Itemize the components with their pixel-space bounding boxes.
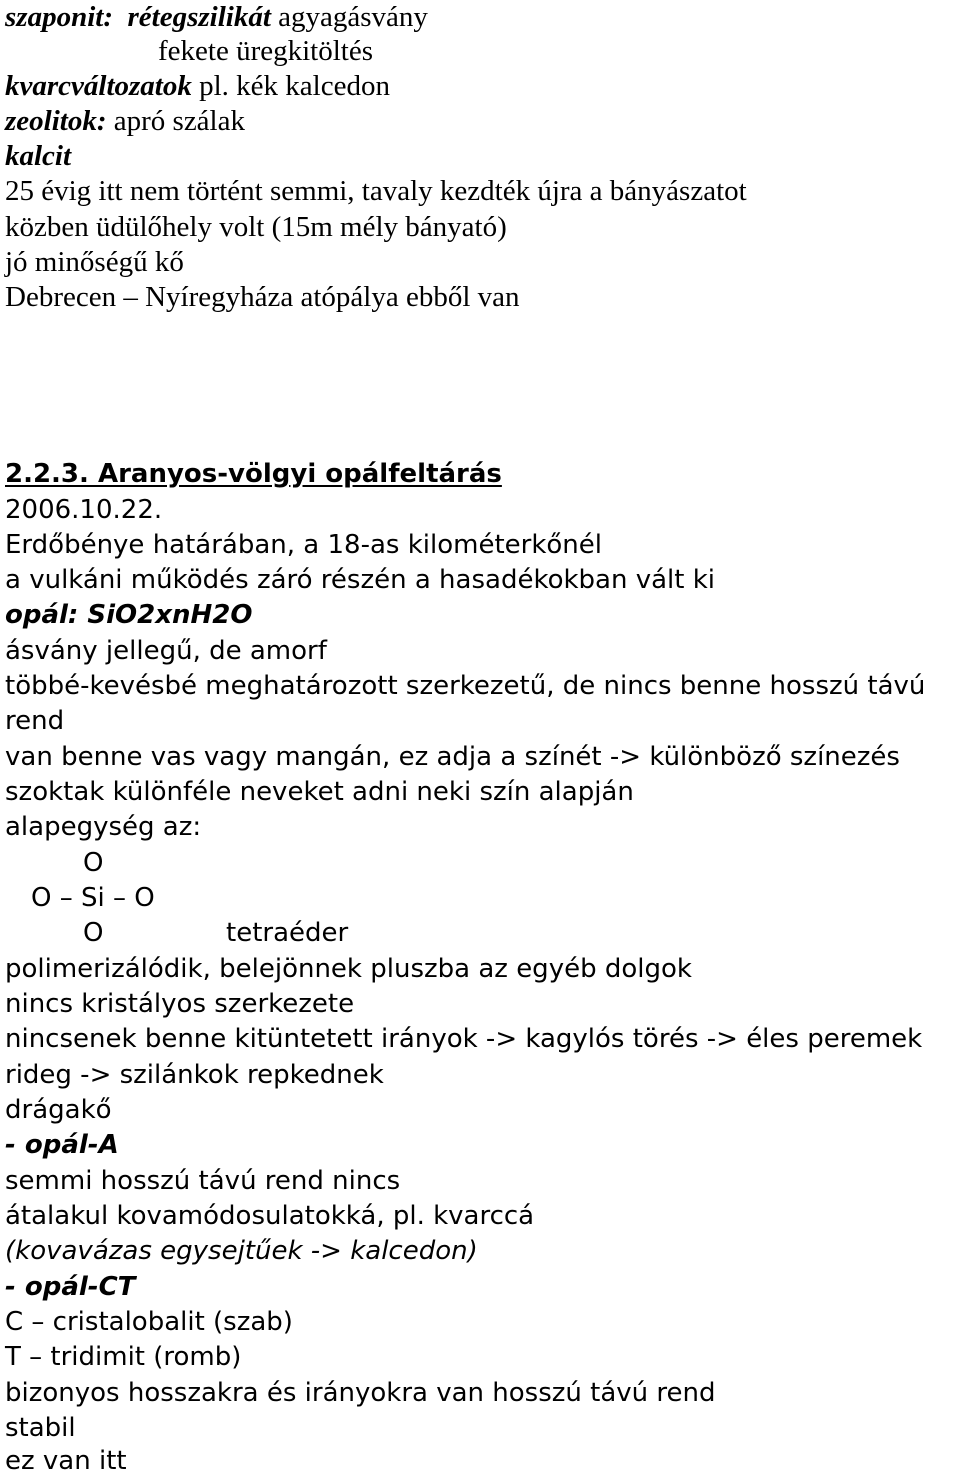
szaponit-label: szaponit: [5, 1, 113, 33]
opal-ct-heading: - opál-CT [5, 1272, 136, 1302]
text-line: nincs kristályos szerkezete [5, 989, 355, 1019]
zeolit-rest: apró szálak [106, 105, 245, 137]
zeolit-line [5, 104, 245, 138]
text-line: többé-kevésbé meghatározott szerkezetű, de nincs benne hosszú távú [5, 671, 926, 701]
text-line: szoktak különféle neveket adni neki szín alapján [5, 777, 634, 807]
text-line: Erdőbénye határában, a 18-as kilométerkőnél [5, 530, 602, 560]
text-line: átalakul kovamódosulatokká, pl. kvarccá [5, 1201, 535, 1231]
text-line: T – tridimit (romb) [5, 1342, 242, 1372]
szaponit-rest: agyagásvány [270, 1, 428, 33]
kvarc-label: kvarcváltozatok [5, 70, 192, 102]
kovavazas-line: (kovavázas egysejtűek -> kalcedon) [5, 1236, 478, 1266]
text-line: rend [5, 706, 65, 736]
section-heading: 2.2.3. Aranyos-völgyi opálfeltárás [5, 459, 502, 489]
oxygen-top: O [83, 848, 104, 878]
kvarc-rest: pl. kék kalcedon [191, 70, 390, 102]
text-line: ásvány jellegű, de amorf [5, 636, 327, 666]
oxygen-bottom: O [83, 918, 104, 948]
text-line: stabil [5, 1413, 76, 1443]
line-jo: jó minőségű kő [5, 246, 184, 278]
line-debrecen: Debrecen – Nyíregyháza atópálya ebből van [5, 281, 520, 313]
opal-formula: opál: SiO2xnH2O [5, 600, 253, 630]
szaponit-line [5, 0, 428, 34]
text-line: ez van itt [5, 1446, 127, 1476]
text-line: drágakő [5, 1095, 112, 1125]
text-line: rideg -> szilánkok repkednek [5, 1060, 384, 1090]
text-line: C – cristalobalit (szab) [5, 1307, 293, 1337]
line-kozben: közben üdülőhely volt (15m mély bányató) [5, 211, 507, 243]
text-line: bizonyos hosszakra és irányokra van hosszú távú rend [5, 1378, 716, 1408]
line-25: 25 évig itt nem történt semmi, tavaly kezdték újra a bányászatot [5, 175, 747, 207]
section-date: 2006.10.22. [5, 495, 163, 525]
text-line: a vulkáni működés záró részén a hasadékokban vált ki [5, 565, 715, 595]
text-line: semmi hosszú távú rend nincs [5, 1166, 401, 1196]
szaponit-italic: rétegszilikát [127, 1, 271, 33]
text-line: nincsenek benne kitüntetett irányok -> kagylós törés -> éles peremek [5, 1024, 923, 1054]
text-line: polimerizálódik, belejönnek pluszba az egyéb dolgok [5, 954, 692, 984]
fekete-line: fekete üregkitöltés [158, 35, 373, 67]
opal-a-heading: - opál-A [5, 1130, 119, 1160]
tetraeder-label: tetraéder [226, 918, 349, 948]
kvarc-line [5, 69, 390, 103]
zeolit-label: zeolitok: [5, 105, 107, 137]
text-line: alapegység az: [5, 812, 202, 842]
text-line: van benne vas vagy mangán, ez adja a színét -> különböző színezés [5, 742, 900, 772]
o-si-o: O – Si – O [31, 883, 155, 913]
kalcit-line: kalcit [5, 140, 72, 172]
